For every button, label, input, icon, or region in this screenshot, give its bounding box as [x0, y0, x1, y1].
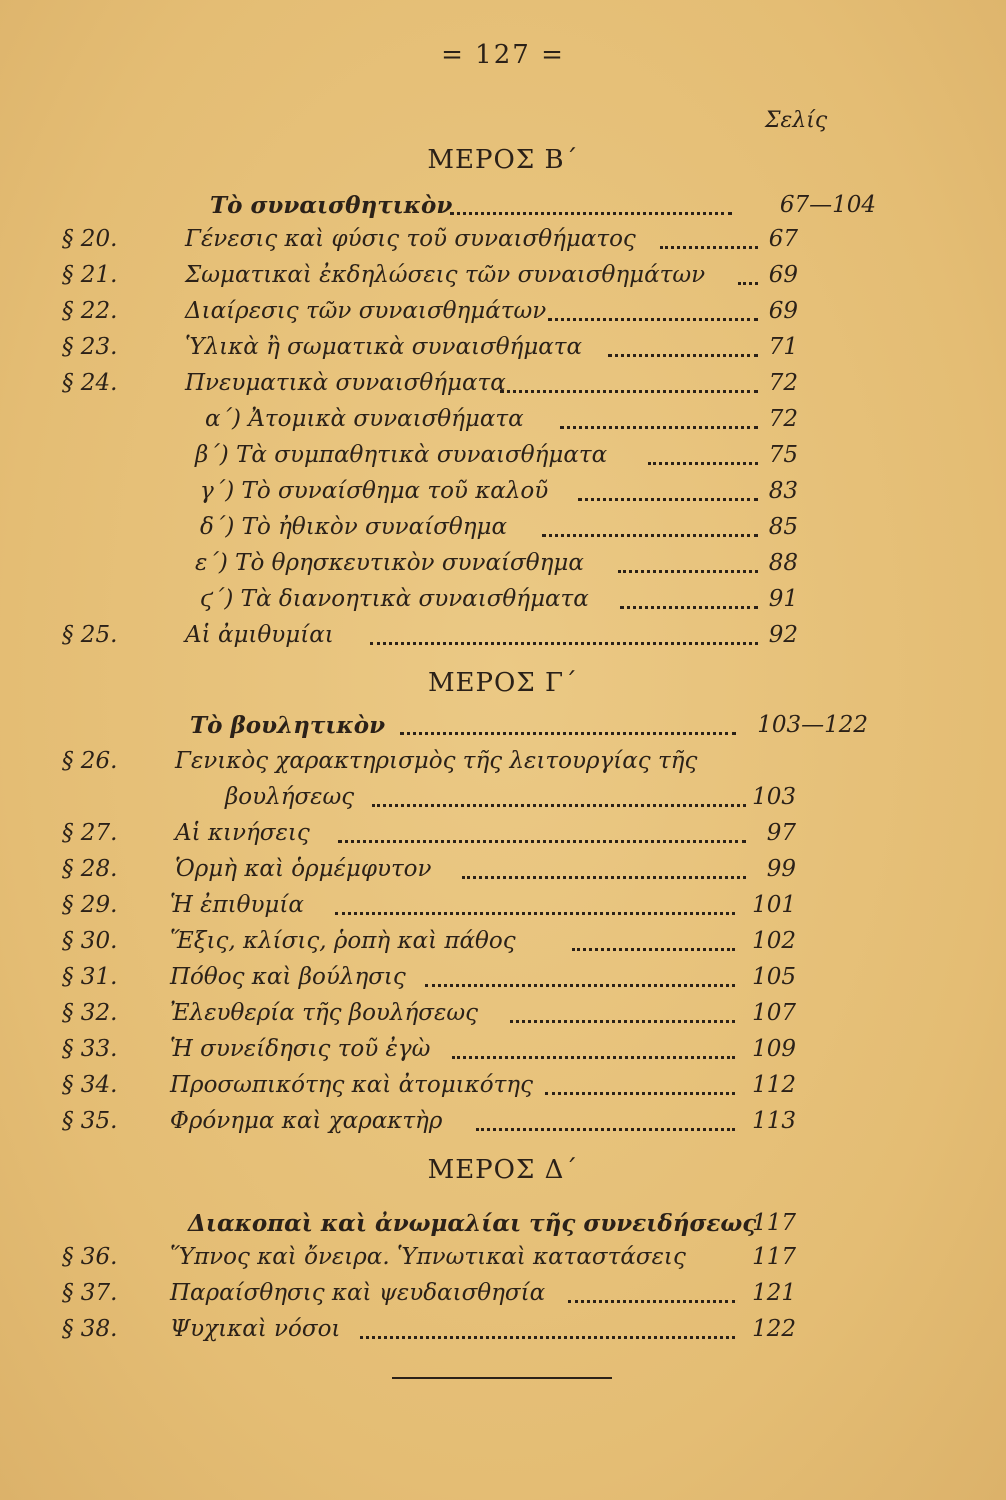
dot-leader [648, 460, 758, 465]
toc-section: § 30. [62, 928, 118, 954]
part-d-heading: ΜΕΡΟΣ Δ΄ [427, 1155, 579, 1185]
toc-row [0, 370, 1006, 406]
toc-section: § 33. [62, 1036, 118, 1062]
toc-page: 103—122 [757, 712, 868, 738]
toc-page: 88 [768, 550, 798, 576]
dot-leader [572, 946, 735, 951]
toc-row [0, 748, 1006, 784]
dot-leader [452, 1054, 735, 1059]
toc-title: Ψυχικαὶ νόσοι [170, 1316, 341, 1342]
toc-title: βουλήσεως [225, 784, 355, 810]
toc-section: § 24. [62, 370, 118, 396]
toc-row [0, 712, 1006, 748]
toc-row [0, 478, 1006, 514]
toc-title: Σωματικαὶ ἐκδηλώσεις τῶν συναισθημάτων [185, 262, 706, 288]
toc-row [0, 1316, 1006, 1352]
toc-row [0, 192, 1006, 228]
toc-page: 75 [768, 442, 798, 468]
dot-leader [620, 604, 758, 609]
dot-leader [560, 424, 758, 429]
toc-row [0, 334, 1006, 370]
toc-row [0, 892, 1006, 928]
toc-row [0, 226, 1006, 262]
toc-section: § 38. [62, 1316, 118, 1342]
toc-section: § 35. [62, 1108, 118, 1134]
toc-page: 117 [752, 1244, 796, 1270]
toc-title: Ἡ ἐπιθυμία [170, 892, 304, 918]
toc-page: 109 [752, 1036, 796, 1062]
toc-page: 121 [752, 1280, 796, 1306]
toc-section: § 27. [62, 820, 118, 846]
toc-title: Ὁρμὴ καὶ ὁρμέμφυτον [175, 856, 432, 882]
dot-leader [335, 910, 735, 915]
dot-leader [400, 730, 736, 735]
part-c-heading: ΜΕΡΟΣ Γ΄ [427, 668, 579, 698]
toc-row [0, 550, 1006, 586]
toc-row [0, 442, 1006, 478]
toc-page: 92 [768, 622, 798, 648]
toc-page: 91 [768, 586, 798, 612]
toc-page: 83 [768, 478, 798, 504]
dot-leader [578, 496, 758, 501]
toc-row [0, 1072, 1006, 1108]
dot-leader [360, 1334, 735, 1339]
end-rule [392, 1377, 612, 1379]
toc-title: Πνευματικὰ συναισθήματα [185, 370, 506, 396]
toc-title: Τὸ βουλητικὸν [190, 712, 386, 739]
toc-title: Διαίρεσις τῶν συναισθημάτων [185, 298, 547, 324]
toc-title: γ΄) Τὸ συναίσθημα τοῦ καλοῦ [200, 478, 549, 504]
toc-page: 69 [768, 262, 798, 288]
part-b-heading: ΜΕΡΟΣ Β΄ [427, 145, 579, 175]
dot-leader [476, 1126, 735, 1131]
toc-page: 67—104 [779, 192, 876, 218]
toc-section: § 23. [62, 334, 118, 360]
dot-leader [462, 874, 746, 879]
toc-title: Παραίσθησις καὶ ψευδαισθησία [170, 1280, 546, 1306]
toc-title: ϛ΄) Τὰ διανοητικὰ συναισθήματα [200, 586, 589, 612]
toc-title: δ΄) Τὸ ἠθικὸν συναίσθημα [200, 514, 508, 540]
toc-title: Ἕξις, κλίσις, ῥοπὴ καὶ πάθος [170, 928, 516, 954]
dot-leader [372, 802, 746, 807]
toc-row [0, 964, 1006, 1000]
toc-section: § 28. [62, 856, 118, 882]
toc-title: Φρόνημα καὶ χαρακτὴρ [170, 1108, 443, 1134]
toc-title: Ὑλικὰ ἢ σωματικὰ συναισθήματα [185, 334, 583, 360]
toc-page: 105 [752, 964, 796, 990]
toc-title: Προσωπικότης καὶ ἀτομικότης [170, 1072, 533, 1098]
dot-leader [542, 532, 758, 537]
toc-title: ε΄) Τὸ θρησκευτικὸν συναίσθημα [195, 550, 584, 576]
toc-row [0, 1108, 1006, 1144]
toc-row [0, 1000, 1006, 1036]
toc-title: Ἡ συνείδησις τοῦ ἐγὼ [170, 1036, 431, 1062]
toc-page: 99 [766, 856, 796, 882]
dot-leader [548, 316, 758, 321]
dot-leader [338, 838, 746, 843]
toc-row [0, 820, 1006, 856]
page-column-header: Σελίς [765, 108, 828, 133]
dot-leader [738, 280, 758, 285]
toc-row [0, 1280, 1006, 1316]
toc-title: Πόθος καὶ βούλησις [170, 964, 406, 990]
toc-row [0, 298, 1006, 334]
toc-section: § 26. [62, 748, 118, 774]
toc-section: § 20. [62, 226, 118, 252]
toc-page: 112 [752, 1072, 796, 1098]
toc-page: 113 [752, 1108, 796, 1134]
toc-row [0, 1210, 1006, 1246]
toc-section: § 25. [62, 622, 118, 648]
toc-page: 102 [752, 928, 796, 954]
toc-title: Ἐλευθερία τῆς βουλήσεως [170, 1000, 478, 1026]
dot-leader [545, 1090, 735, 1095]
toc-title: Γένεσις καὶ φύσις τοῦ συναισθήματος [185, 226, 636, 252]
dot-leader [510, 1018, 735, 1023]
toc-title: Αἱ ἀμιθυμίαι [185, 622, 334, 648]
toc-page: 101 [752, 892, 796, 918]
toc-section: § 29. [62, 892, 118, 918]
toc-page: 107 [752, 1000, 796, 1026]
toc-row [0, 406, 1006, 442]
toc-page: 72 [768, 370, 798, 396]
toc-section: § 31. [62, 964, 118, 990]
toc-row [0, 586, 1006, 622]
toc-title: α΄) Ἀτομικὰ συναισθήματα [205, 406, 524, 432]
dot-leader [660, 244, 758, 249]
dot-leader [618, 568, 758, 573]
toc-page: 71 [768, 334, 798, 360]
toc-row [0, 262, 1006, 298]
dot-leader [500, 388, 758, 393]
dot-leader [425, 982, 735, 987]
toc-row [0, 622, 1006, 658]
toc-title: Τὸ συναισθητικὸν [210, 192, 453, 219]
toc-page: 103 [752, 784, 796, 810]
dot-leader [568, 1298, 735, 1303]
toc-row [0, 856, 1006, 892]
toc-title: β΄) Τὰ συμπαθητικὰ συναισθήματα [195, 442, 608, 468]
dot-leader [450, 210, 732, 215]
toc-section: § 22. [62, 298, 118, 324]
toc-row [0, 784, 1006, 820]
toc-section: § 32. [62, 1000, 118, 1026]
toc-title: Διακοπαὶ καὶ ἀνωμαλίαι τῆς συνειδήσεως [188, 1210, 757, 1237]
toc-section: § 21. [62, 262, 118, 288]
toc-title: Ὕπνος καὶ ὄνειρα. Ὑπνωτικαὶ καταστάσεις [170, 1244, 686, 1270]
toc-row [0, 928, 1006, 964]
toc-title: Γενικὸς χαρακτηρισμὸς τῆς λειτουργίας τῆς [175, 748, 698, 774]
toc-title: Αἱ κινήσεις [175, 820, 310, 846]
toc-section: § 36. [62, 1244, 118, 1270]
toc-page: 72 [768, 406, 798, 432]
toc-page: 67 [768, 226, 798, 252]
toc-page: 69 [768, 298, 798, 324]
dot-leader [608, 352, 758, 357]
toc-page: 85 [768, 514, 798, 540]
toc-section: § 34. [62, 1072, 118, 1098]
dot-leader [370, 640, 758, 645]
toc-page: 117 [752, 1210, 796, 1236]
toc-page: 97 [766, 820, 796, 846]
toc-page: 122 [752, 1316, 796, 1342]
toc-section: § 37. [62, 1280, 118, 1306]
toc-row [0, 1244, 1006, 1280]
toc-row [0, 514, 1006, 550]
page-number: = 127 = [441, 40, 565, 70]
toc-row [0, 1036, 1006, 1072]
